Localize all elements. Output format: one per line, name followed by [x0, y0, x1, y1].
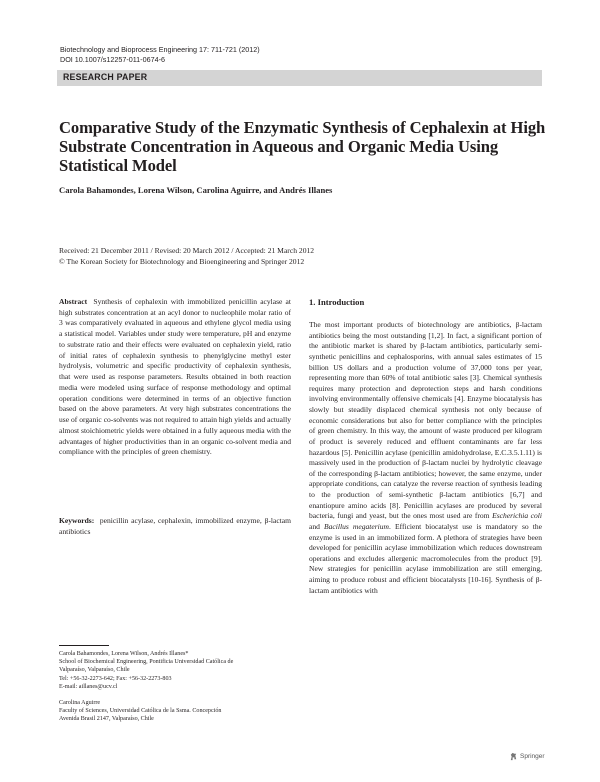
publisher-logo: [509, 752, 545, 761]
section-heading-introduction: 1. Introduction: [309, 297, 365, 307]
affiliation-2: [59, 699, 291, 724]
footnote-divider: [59, 645, 109, 646]
author-list: Carola Bahamondes, Lorena Wilson, Carolina Aguirre, and Andrés Illanes: [59, 185, 333, 195]
received-info: [59, 246, 314, 267]
affiliation-contact: Tel: +56-32-2273-642; Fax: +56-32-2273-803: [59, 675, 172, 682]
abstract-label: Abstract: [59, 297, 88, 306]
species-name: Escherichia coli: [492, 511, 542, 521]
introduction-body: [309, 320, 542, 596]
abstract-text: Synthesis of cephalexin with immobilized penicillin acylase at high substrates concentration at an acyl donor to nucleophile molar ratio of 3 was comparatively evaluated in aqueous and ethylene glycol media using a statistical model. Variables under study were temperature, pH and enzyme to substrate ratio and their effects were evaluated on cephalexin yield, ratio of initial rates of cephalexin synthesis to phenylglycine methyl ester hydrolysis, volumetric and specific productivity of cephalexin synthesis, that were used as response parameters. Results obtained in both reaction media were modeled using surface of response methodology and optimal operation conditions were determined in terms of an objective function based on the above parameters. At very high substrates concentrations the use of organic co-solvents was not required to attain high yields and actually almost stoichiometric yields were obtained in a fully aqueous media with the advantages of higher productivities than in an organic co-solvent media and compliance with the principles of green chemistry.: [59, 297, 292, 457]
affiliation-line: Faculty of Sciences, Universidad Católica de la Ssma. Concepción: [59, 708, 222, 715]
abstract: [59, 297, 291, 458]
affiliation-names: Carola Bahamondes, Lorena Wilson, Andrés Illanes*: [59, 651, 189, 657]
springer-horse-icon: [509, 752, 518, 761]
affiliation-names: Carolina Aguirre: [59, 700, 101, 706]
affiliation-line: Avenida Brasil 2147, Valparaíso, Chile: [59, 716, 154, 723]
keywords: [59, 516, 291, 537]
species-name: Bacillus megaterium: [324, 521, 389, 531]
intro-paragraph: The most important products of biotechnology are antibiotics, β-lactam antibiotics being the most outstanding [1,2]. In fact, a significant portion of the antibiotic market is shared by β-lactam antibiotics, particularly semi-synthetic penicillins and cephalosporins, with annual sales estimates of 15 billion US dollars and a production volume of 37,000 tons per year, representing more than 60% of total antibiotic sales [3]. Chemical synthesis requires many protection and deprotection steps and harsh conditions involving environmentally offensive chemicals [4]. Enzyme biocatalysis has slowly but steadily displaced chemical synthesis not only because of economic considerations but also for better compliance with the principles of green chemistry. In this way, the amount of waste produced per kilogram of product is severely reduced and effluent contaminants are far less hazardous [5]. Penicillin acylase (penicillin amidohydrolase, E.C.3.5.1.11) is massively used in the production of β-lactam nuclei by hydrolytic cleavage of the corresponding β-lactam antibiotics; however, the same enzyme, under appropriate conditions, can catalyze the reverse reaction of synthesis leading to the production of semi-synthetic β-lactam antibiotics [6,7] and enantiopure amino acids [8]. Penicillin acylases are produced by several bacteria, fungi and yeast, but the ones most used are from: [309, 320, 542, 521]
paper-title: Comparative Study of the Enzymatic Synthesis of Cephalexin at High Substrate Concentration in Aqueous and Organic Media Using Statistical Model: [59, 118, 546, 175]
affiliation-email: E-mail: aillanes@ucv.cl: [59, 683, 118, 690]
intro-paragraph-continued: . Efficient biocatalyst use is mandatory so the enzyme is used in an immobilized form. A plethora of strategies have been developed for penicillin acylase immobilization which reduces downstream operations and excludes allergenic macromolecules from the product [9]. New strategies for penicillin acylase immobilization are still emerging, aiming to produce robust and efficient biocatalysts [10-16]. Synthesis of β-lactam antibiotics with: [309, 521, 543, 595]
affiliation-1: [59, 650, 291, 691]
copyright-line: © The Korean Society for Biotechnology and Bioengineering and Springer 2012: [59, 256, 305, 266]
article-type-label: RESEARCH PAPER: [63, 72, 148, 82]
article-type-banner: [57, 70, 542, 86]
journal-reference: Biotechnology and Bioprocess Engineering 17: 711-721 (2012): [60, 45, 260, 54]
publisher-name: Springer: [520, 753, 545, 760]
keywords-label: Keywords:: [59, 516, 95, 525]
conjunction: and: [309, 521, 320, 531]
submission-dates: Received: 21 December 2011 / Revised: 20 March 2012 / Accepted: 21 March 2012: [59, 246, 315, 255]
keywords-text: penicillin acylase, cephalexin, immobilized enzyme, β-lactam antibiotics: [59, 516, 291, 536]
affiliation-line: School of Biochemical Engineering, Pontificia Universidad Católica de: [59, 659, 234, 666]
doi: DOI 10.1007/s12257-011-0674-6: [60, 55, 165, 64]
affiliation-line: Valparaíso, Valparaíso, Chile: [59, 667, 130, 674]
journal-citation: [60, 45, 260, 65]
